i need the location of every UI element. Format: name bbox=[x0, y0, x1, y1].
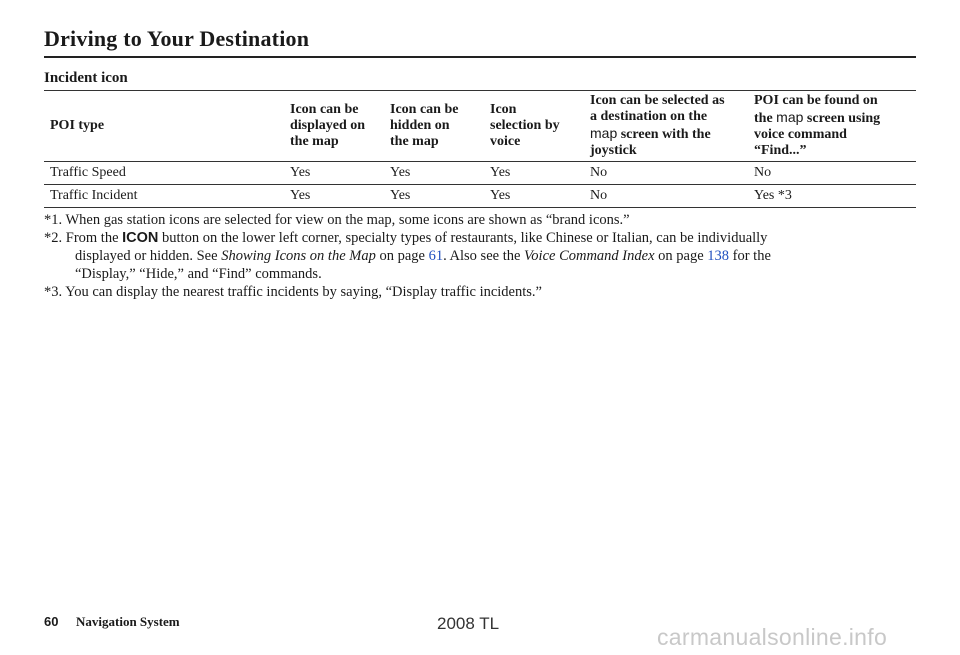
cell-voice: Yes bbox=[484, 162, 584, 185]
icon-button-reference: ICON bbox=[122, 230, 159, 246]
cell-hidden: Yes bbox=[384, 162, 484, 185]
header-line: the map bbox=[290, 134, 339, 149]
header-line: Icon bbox=[490, 102, 517, 117]
cell-displayed: Yes bbox=[284, 185, 384, 208]
cell-findable: No bbox=[748, 162, 916, 185]
cell-poi-type: Traffic Incident bbox=[44, 185, 284, 208]
footnote-2-continuation: “Display,” “Hide,” and “Find” commands. bbox=[75, 266, 322, 282]
site-watermark: carmanualsonline.info bbox=[657, 624, 888, 650]
header-line: POI can be found on bbox=[754, 93, 878, 108]
header-line: voice bbox=[490, 134, 521, 149]
header-map-word: map bbox=[590, 125, 618, 141]
header-line: the map bbox=[390, 134, 439, 149]
cell-findable: Yes *3 bbox=[748, 185, 916, 208]
header-displayed bbox=[284, 91, 384, 162]
page-link-61[interactable]: 61 bbox=[428, 248, 444, 264]
section-reference: Showing Icons on the Map bbox=[221, 248, 376, 264]
page-number: 60 bbox=[44, 614, 59, 629]
header-line: joystick bbox=[590, 143, 637, 158]
header-line: voice command bbox=[754, 127, 847, 142]
cell-displayed: Yes bbox=[284, 162, 384, 185]
table-header-row bbox=[44, 91, 916, 162]
header-line: displayed on bbox=[290, 118, 366, 133]
cell-selectable: No bbox=[584, 162, 748, 185]
footnote-text: . Also see the bbox=[443, 248, 525, 264]
footnote-text: displayed or hidden. See bbox=[75, 248, 222, 264]
footnote-3: *3. You can display the nearest traffic incidents by saying, “Display traffic incidents.” bbox=[44, 284, 542, 300]
table-row bbox=[44, 162, 916, 185]
title-divider bbox=[44, 56, 916, 58]
header-line: screen with the bbox=[617, 127, 711, 142]
header-line: hidden on bbox=[390, 118, 450, 133]
footnote-2 bbox=[44, 229, 924, 283]
footnote-2-continuation bbox=[44, 247, 924, 265]
section-heading: Incident icon bbox=[44, 70, 128, 86]
section-reference: Voice Command Index bbox=[524, 248, 655, 264]
header-line: Icon can be selected as bbox=[590, 93, 725, 108]
header-line: the bbox=[754, 111, 777, 126]
header-line: Icon can be bbox=[290, 102, 359, 117]
cell-selectable: No bbox=[584, 185, 748, 208]
table-row bbox=[44, 185, 916, 208]
header-voice bbox=[484, 91, 584, 162]
cell-poi-type: Traffic Speed bbox=[44, 162, 284, 185]
page-title: Driving to Your Destination bbox=[44, 26, 310, 51]
footnote-text: *2. From the bbox=[44, 230, 123, 246]
footnotes bbox=[44, 211, 924, 301]
footnote-text: on page bbox=[375, 248, 429, 264]
footnote-text: for the bbox=[729, 248, 771, 264]
footnote-text: on page bbox=[654, 248, 708, 264]
header-poi-type: POI type bbox=[44, 91, 284, 162]
header-line: selection by bbox=[490, 118, 560, 133]
header-findable bbox=[748, 91, 916, 162]
page-link-138[interactable]: 138 bbox=[707, 248, 730, 264]
cell-voice: Yes bbox=[484, 185, 584, 208]
header-line: “Find...” bbox=[754, 143, 807, 158]
poi-table bbox=[44, 90, 916, 208]
header-hidden bbox=[384, 91, 484, 162]
header-line: screen using bbox=[803, 111, 881, 126]
model-watermark: 2008 TL bbox=[437, 614, 500, 633]
footnote-1: *1. When gas station icons are selected for view on the map, some icons are shown as “brand icons.” bbox=[44, 212, 630, 228]
header-map-word: map bbox=[776, 109, 804, 125]
footer-label: Navigation System bbox=[76, 614, 180, 629]
header-line: Icon can be bbox=[390, 102, 459, 117]
header-selectable bbox=[584, 91, 748, 162]
footnote-text: button on the lower left corner, specialty types of restaurants, like Chinese or Italian, can be individually bbox=[158, 230, 768, 246]
header-line: a destination on the bbox=[590, 109, 708, 124]
cell-hidden: Yes bbox=[384, 185, 484, 208]
